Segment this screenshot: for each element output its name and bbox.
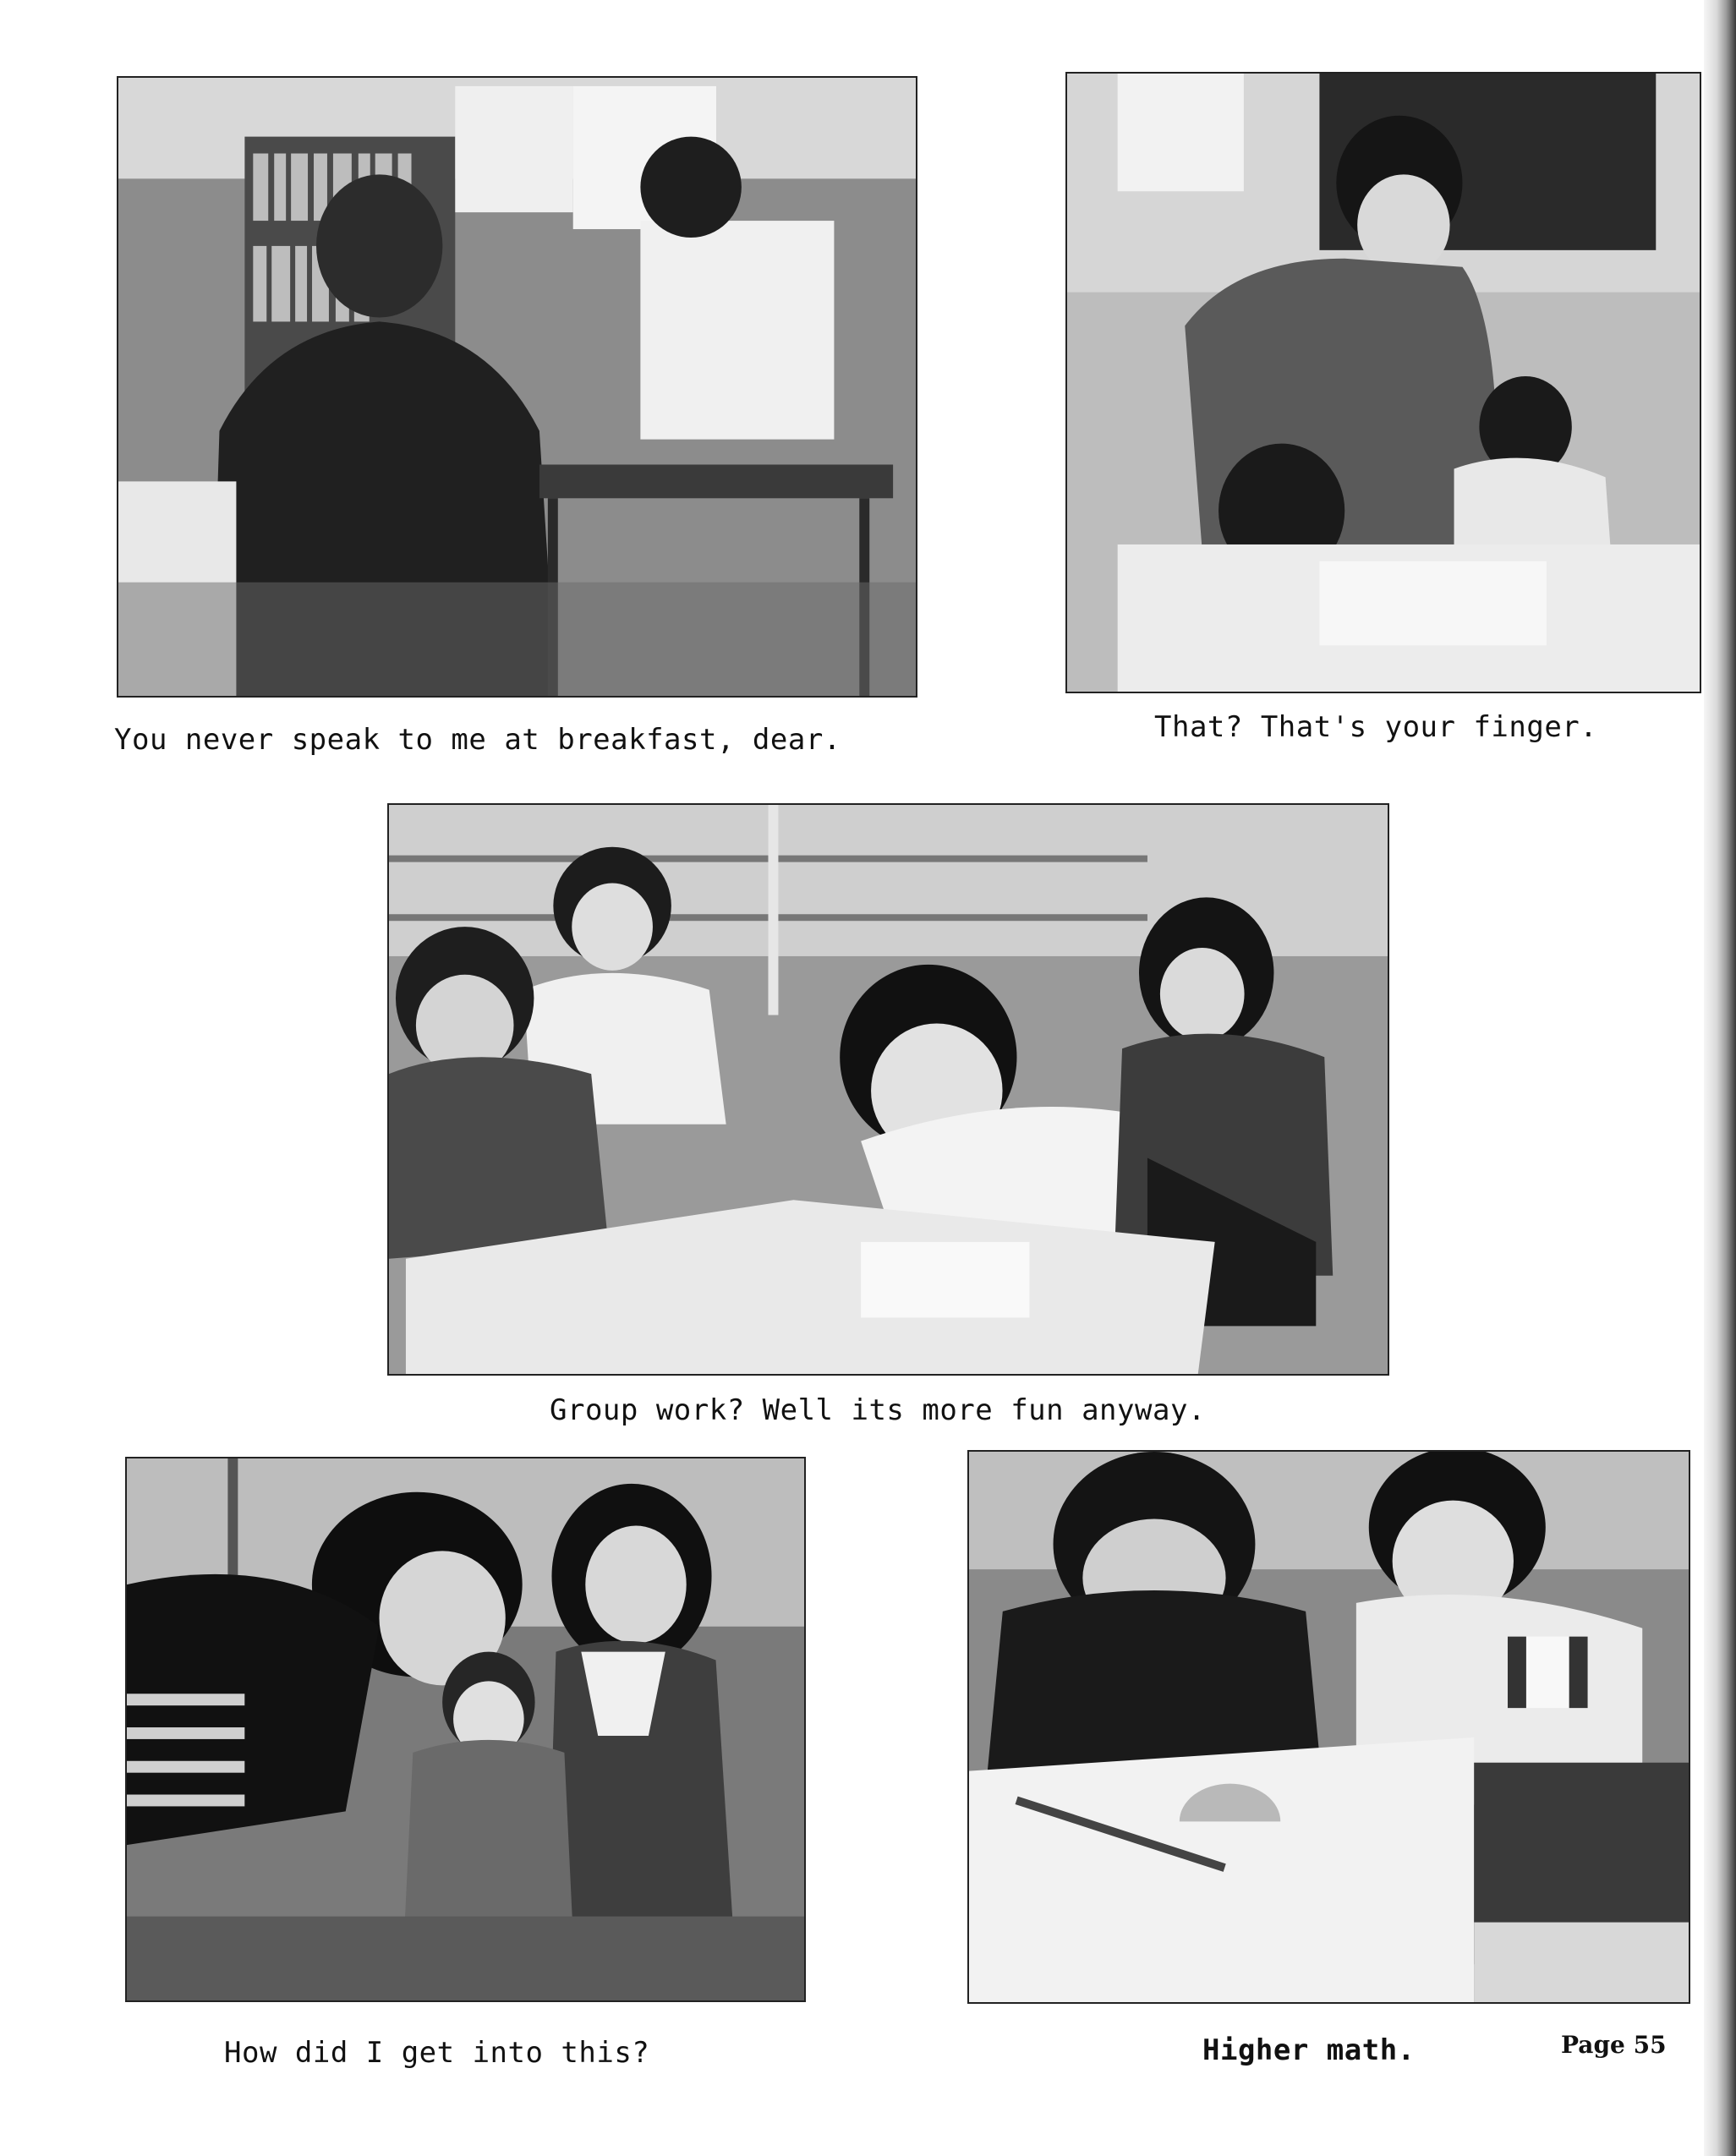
- page-number: Page 55: [1561, 2031, 1667, 2059]
- caption-photo-5: Higher math.: [1202, 2033, 1416, 2067]
- caption-photo-2: That? That's your finger.: [1154, 710, 1598, 744]
- caption-photo-4: How did I get into this?: [224, 2036, 650, 2070]
- photo-library-reading: [117, 76, 917, 698]
- photo-teacher-desk: [1065, 72, 1701, 693]
- caption-photo-1: You never speak to me at breakfast, dear.: [114, 723, 841, 757]
- photo-teacher-children: [125, 1457, 806, 2002]
- photo-group-work: [387, 803, 1389, 1376]
- caption-photo-3: Group work? Well its more fun anyway.: [550, 1393, 1206, 1427]
- photo-higher-math: [967, 1450, 1690, 2004]
- page-edge-shadow: [1704, 0, 1736, 2156]
